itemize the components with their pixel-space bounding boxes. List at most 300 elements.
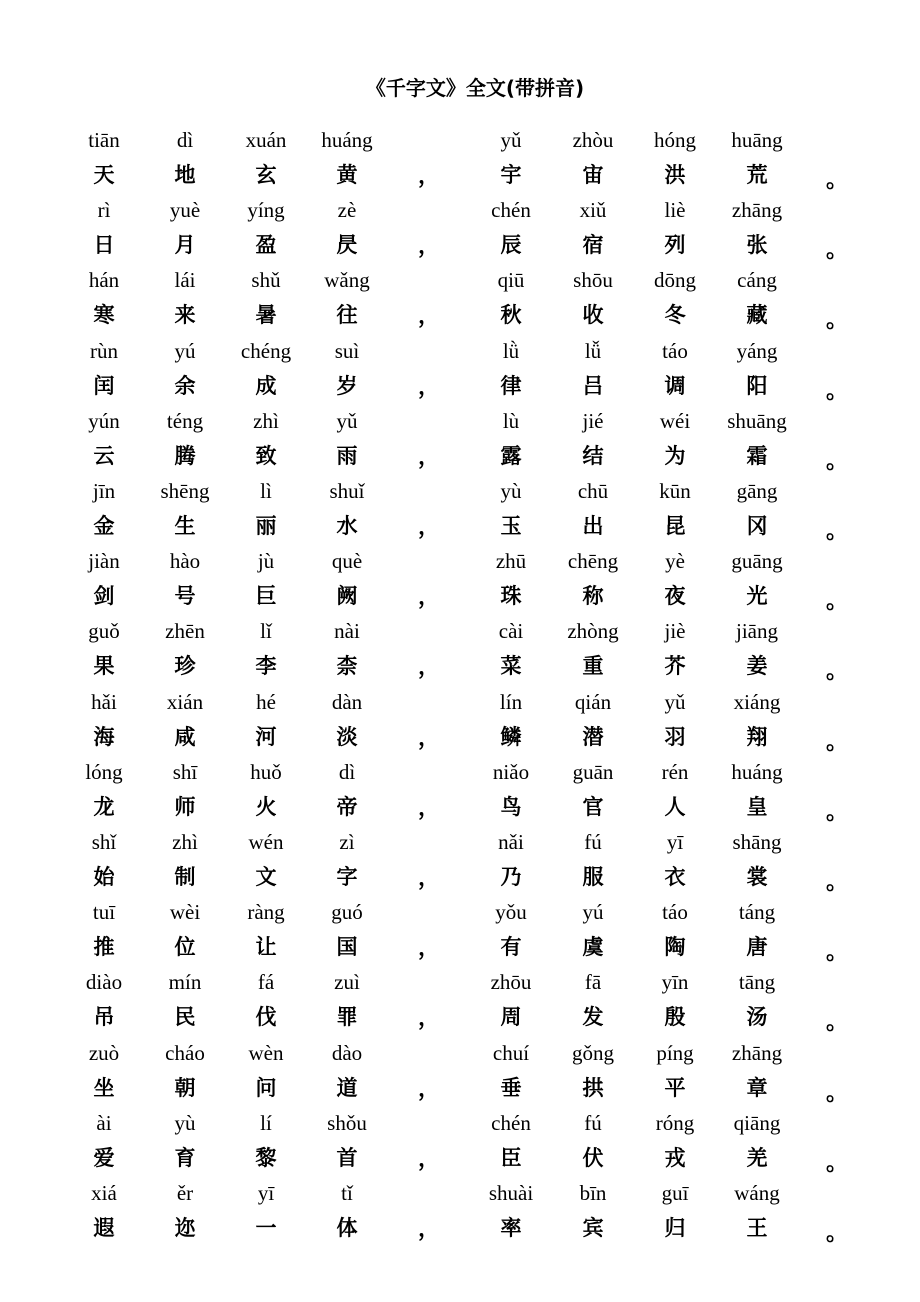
pinyin-syllable: lái (174, 268, 196, 293)
pinyin-syllable: lóng (85, 759, 123, 784)
pinyin-syllable: wèn (248, 1040, 284, 1065)
hanzi-character: 吊 (93, 1005, 115, 1030)
hanzi-character: 结 (582, 443, 604, 468)
comma-mark: ， (418, 234, 441, 260)
pinyin-syllable: fā (584, 970, 602, 995)
pinyin-syllable: fá (257, 970, 275, 995)
hanzi-character: 民 (174, 1005, 196, 1030)
pinyin-syllable: hào (169, 549, 201, 574)
pinyin-row (0, 1035, 920, 1071)
hanzi-character: 出 (582, 514, 604, 538)
pinyin-row (0, 403, 920, 439)
hanzi-row (0, 1070, 920, 1106)
hanzi-character: 霜 (746, 443, 768, 468)
pinyin-syllable: zuì (334, 970, 360, 995)
pinyin-syllable: ěr (176, 1181, 194, 1205)
hanzi-row (0, 719, 920, 755)
hanzi-character: 阳 (746, 373, 768, 398)
pinyin-syllable: jīn (92, 479, 116, 503)
pinyin-syllable: niǎo (492, 759, 530, 784)
pinyin-syllable: tiān (88, 128, 120, 152)
pinyin-syllable: zhòng (567, 619, 619, 644)
pinyin-syllable: guī (661, 1181, 689, 1205)
hanzi-character: 辰 (500, 233, 522, 258)
hanzi-character: 羌 (746, 1145, 768, 1170)
hanzi-character: 殷 (664, 1005, 686, 1030)
hanzi-character: 文 (255, 865, 277, 889)
hanzi-row (0, 789, 920, 825)
hanzi-character: 月 (174, 233, 196, 258)
hanzi-character: 羽 (664, 724, 686, 749)
pinyin-syllable: táo (662, 900, 688, 925)
pinyin-syllable: yù (500, 479, 522, 503)
pinyin-syllable: wén (248, 830, 284, 854)
comma-mark: ， (418, 1006, 441, 1032)
hanzi-character: 玄 (255, 163, 277, 187)
hanzi-character: 让 (255, 935, 277, 960)
hanzi-character: 位 (174, 935, 196, 960)
pinyin-syllable: shuāng (727, 408, 787, 433)
hanzi-character: 宙 (582, 163, 604, 187)
pinyin-syllable: rùn (90, 338, 118, 363)
hanzi-character: 珍 (174, 654, 196, 679)
hanzi-character: 律 (500, 373, 522, 398)
pinyin-row (0, 543, 920, 579)
pinyin-syllable: ràng (247, 900, 285, 925)
pinyin-syllable: nài (334, 619, 360, 644)
pinyin-syllable: wáng (734, 1181, 780, 1205)
pinyin-row (0, 1105, 920, 1141)
hanzi-character: 陶 (664, 935, 686, 960)
pinyin-syllable: diào (85, 970, 123, 995)
hanzi-character: 章 (746, 1075, 768, 1100)
pinyin-syllable: zhāng (731, 198, 783, 223)
hanzi-character: 道 (336, 1075, 358, 1100)
pinyin-syllable: chēng (567, 549, 619, 574)
pinyin-syllable: dào (331, 1040, 363, 1065)
pinyin-syllable: yǒu (495, 900, 527, 925)
hanzi-character: 李 (255, 654, 277, 679)
pinyin-syllable: yù (174, 1110, 196, 1135)
pinyin-syllable: chéng (240, 338, 292, 363)
hanzi-character: 伐 (255, 1005, 277, 1030)
period-mark: 。 (826, 448, 849, 474)
pinyin-syllable: jié (582, 408, 604, 433)
pinyin-row (0, 1175, 920, 1211)
comma-mark: ， (418, 374, 441, 400)
pinyin-syllable: shāng (732, 830, 782, 854)
hanzi-row (0, 297, 920, 333)
hanzi-character: 洪 (664, 163, 686, 187)
period-mark: 。 (826, 729, 849, 755)
pinyin-syllable: yǔ (500, 128, 522, 152)
hanzi-character: 寒 (93, 303, 115, 328)
pinyin-syllable: tǐ (341, 1181, 353, 1205)
pinyin-row (0, 684, 920, 720)
comma-mark: ， (418, 1146, 441, 1172)
comma-mark: ， (418, 585, 441, 611)
pinyin-syllable: shǔ (251, 268, 281, 293)
pinyin-syllable: fú (584, 830, 602, 854)
pinyin-syllable: zhì (253, 408, 279, 433)
hanzi-character: 始 (93, 865, 115, 889)
hanzi-row (0, 157, 920, 193)
pinyin-syllable: lǐ (260, 619, 272, 644)
hanzi-row (0, 227, 920, 263)
hanzi-character: 迩 (174, 1216, 196, 1240)
pinyin-syllable: nǎi (498, 830, 524, 854)
page-title: 《千字文》全文(带拼音) (365, 76, 585, 100)
pinyin-syllable: yīn (661, 970, 689, 995)
pinyin-syllable: róng (655, 1110, 695, 1135)
pinyin-syllable: qiū (497, 268, 525, 293)
pinyin-row (0, 333, 920, 369)
pinyin-row (0, 894, 920, 930)
pinyin-syllable: kūn (659, 479, 691, 503)
hanzi-character: 宿 (582, 233, 604, 258)
hanzi-character: 平 (664, 1075, 686, 1100)
hanzi-character: 巨 (255, 584, 277, 609)
pinyin-syllable: shēng (160, 479, 210, 503)
hanzi-character: 归 (664, 1216, 686, 1240)
pinyin-row (0, 473, 920, 509)
pinyin-syllable: cài (498, 619, 524, 644)
hanzi-character: 有 (500, 935, 522, 960)
pinyin-syllable: qiāng (733, 1110, 781, 1135)
comma-mark: ， (418, 515, 441, 540)
pinyin-syllable: dàn (331, 689, 363, 714)
pinyin-syllable: dì (338, 759, 356, 784)
pinyin-syllable: yǔ (664, 689, 686, 714)
hanzi-row (0, 1140, 920, 1176)
period-mark: 。 (826, 168, 849, 193)
pinyin-syllable: lǜ (502, 338, 520, 363)
pinyin-row (0, 192, 920, 228)
hanzi-character: 师 (174, 794, 196, 819)
hanzi-character: 乃 (500, 865, 522, 889)
hanzi-character: 黄 (336, 163, 358, 187)
pinyin-syllable: dōng (654, 268, 696, 293)
pinyin-syllable: chuí (492, 1040, 530, 1065)
hanzi-character: 问 (255, 1075, 277, 1100)
hanzi-character: 珠 (500, 584, 522, 609)
pinyin-syllable: téng (166, 408, 204, 433)
hanzi-character: 姜 (746, 654, 768, 679)
pinyin-syllable: zè (337, 198, 357, 223)
period-mark: 。 (826, 1221, 849, 1246)
pinyin-row (0, 824, 920, 860)
pinyin-syllable: wéi (659, 408, 691, 433)
comma-mark: ， (418, 655, 441, 681)
pinyin-syllable: chū (577, 479, 609, 503)
pinyin-syllable: ài (96, 1110, 112, 1135)
period-mark: 。 (826, 940, 849, 966)
period-mark: 。 (826, 519, 849, 544)
hanzi-character: 调 (664, 373, 686, 398)
hanzi-character: 罪 (336, 1005, 358, 1030)
hanzi-character: 皇 (746, 794, 768, 819)
hanzi-character: 育 (174, 1145, 196, 1170)
pinyin-syllable: què (331, 549, 363, 574)
hanzi-character: 戎 (664, 1145, 686, 1170)
pinyin-syllable: zì (339, 830, 355, 854)
comma-mark: ， (418, 866, 441, 891)
pinyin-syllable: zhēn (165, 619, 205, 644)
hanzi-character: 制 (174, 865, 196, 889)
hanzi-character: 汤 (746, 1005, 768, 1030)
comma-mark: ， (418, 936, 441, 962)
hanzi-character: 河 (255, 724, 277, 749)
hanzi-character: 阙 (336, 584, 358, 609)
hanzi-character: 人 (664, 794, 686, 819)
pinyin-syllable: suì (334, 338, 360, 363)
pinyin-syllable: fú (584, 1110, 602, 1135)
hanzi-character: 唐 (746, 935, 768, 960)
hanzi-row (0, 929, 920, 965)
hanzi-row (0, 438, 920, 474)
pinyin-syllable: cháo (165, 1040, 205, 1065)
hanzi-character: 臣 (500, 1145, 522, 1170)
pinyin-syllable: guāng (731, 549, 783, 574)
hanzi-character: 服 (582, 865, 604, 889)
hanzi-character: 帝 (336, 794, 358, 819)
hanzi-character: 往 (336, 303, 358, 328)
hanzi-character: 云 (93, 443, 115, 468)
hanzi-character: 藏 (746, 303, 768, 328)
pinyin-syllable: shǒu (327, 1110, 367, 1135)
hanzi-character: 国 (336, 935, 358, 960)
pinyin-syllable: zhì (172, 830, 198, 854)
hanzi-character: 成 (255, 373, 277, 398)
hanzi-character: 火 (255, 794, 277, 819)
pinyin-syllable: zhōu (490, 970, 532, 995)
hanzi-character: 坐 (93, 1075, 115, 1100)
hanzi-character: 周 (500, 1005, 522, 1030)
hanzi-character: 冬 (664, 303, 686, 328)
hanzi-character: 张 (746, 233, 768, 258)
hanzi-character: 号 (174, 584, 196, 609)
hanzi-character: 余 (174, 373, 196, 398)
hanzi-row (0, 1210, 920, 1246)
pinyin-syllable: bīn (579, 1181, 607, 1205)
period-mark: 。 (826, 238, 849, 264)
hanzi-character: 地 (174, 163, 196, 187)
hanzi-character: 芥 (664, 654, 686, 679)
pinyin-syllable: huáng (321, 128, 373, 152)
pinyin-syllable: píng (656, 1040, 694, 1065)
hanzi-character: 列 (664, 233, 686, 258)
pinyin-syllable: yún (88, 408, 120, 433)
hanzi-character: 果 (93, 654, 115, 679)
hanzi-character: 菜 (500, 654, 522, 679)
comma-mark: ， (418, 304, 441, 330)
hanzi-character: 丽 (255, 514, 277, 538)
pinyin-syllable: chén (491, 1110, 531, 1135)
hanzi-character: 发 (582, 1005, 604, 1030)
period-mark: 。 (826, 1150, 849, 1176)
hanzi-character: 推 (93, 935, 115, 960)
hanzi-character: 玉 (500, 514, 522, 538)
hanzi-character: 黎 (255, 1145, 277, 1170)
hanzi-character: 昆 (664, 514, 686, 538)
pinyin-syllable: xiá (91, 1181, 117, 1205)
pinyin-syllable: hán (88, 268, 120, 293)
hanzi-character: 腾 (174, 443, 196, 468)
pinyin-syllable: yī (666, 830, 684, 854)
hanzi-character: 岁 (336, 373, 358, 398)
period-mark: 。 (826, 1010, 849, 1036)
hanzi-character: 鳞 (500, 724, 522, 749)
pinyin-syllable: hé (256, 689, 276, 714)
hanzi-character: 称 (582, 584, 604, 609)
hanzi-character: 官 (582, 794, 604, 819)
pinyin-syllable: qián (574, 689, 612, 714)
hanzi-character: 字 (336, 865, 358, 889)
pinyin-syllable: yǔ (336, 408, 358, 433)
pinyin-syllable: liè (664, 198, 686, 223)
period-mark: 。 (826, 799, 849, 825)
hanzi-character: 夜 (664, 584, 686, 609)
pinyin-syllable: shuài (488, 1181, 534, 1205)
hanzi-character: 柰 (336, 654, 358, 679)
hanzi-character: 为 (664, 443, 686, 468)
pinyin-syllable: yī (257, 1181, 275, 1205)
period-mark: 。 (826, 1080, 849, 1106)
pinyin-syllable: gāng (736, 479, 778, 503)
pinyin-syllable: dì (176, 128, 194, 152)
hanzi-character: 致 (255, 443, 277, 468)
pinyin-syllable: lì (260, 479, 272, 503)
hanzi-character: 生 (174, 514, 196, 538)
hanzi-character: 盈 (255, 233, 277, 258)
hanzi-character: 一 (255, 1216, 277, 1240)
hanzi-character: 鸟 (500, 794, 522, 819)
pinyin-syllable: gǒng (572, 1040, 614, 1065)
pinyin-syllable: cáng (737, 268, 777, 293)
hanzi-character: 伏 (582, 1145, 604, 1170)
hanzi-row (0, 578, 920, 614)
hanzi-character: 淡 (336, 724, 358, 749)
pinyin-syllable: lín (499, 689, 523, 714)
pinyin-syllable: wèi (169, 900, 201, 925)
comma-mark: ， (418, 725, 441, 751)
comma-mark: ， (418, 795, 441, 821)
pinyin-syllable: mín (168, 970, 202, 995)
pinyin-syllable: hóng (654, 128, 696, 152)
pinyin-syllable: shī (172, 759, 198, 784)
hanzi-character: 潜 (582, 724, 604, 749)
period-mark: 。 (826, 870, 849, 895)
pinyin-syllable: lí (260, 1110, 272, 1135)
pinyin-syllable: shǐ (91, 830, 117, 854)
pinyin-row (0, 964, 920, 1000)
pinyin-syllable: chén (491, 198, 531, 223)
pinyin-syllable: táng (738, 900, 776, 925)
pinyin-syllable: shuǐ (329, 479, 365, 503)
pinyin-syllable: shōu (573, 268, 613, 293)
pinyin-syllable: yáng (736, 338, 778, 363)
hanzi-character: 海 (93, 724, 115, 749)
hanzi-character: 垂 (500, 1075, 522, 1100)
pinyin-syllable: huáng (731, 759, 783, 784)
pinyin-syllable: hǎi (91, 689, 117, 714)
hanzi-row (0, 368, 920, 404)
pinyin-syllable: zuò (88, 1040, 120, 1065)
hanzi-character: 虞 (582, 935, 604, 960)
hanzi-character: 遐 (93, 1216, 115, 1240)
pinyin-syllable: jiàn (88, 549, 120, 574)
hanzi-character: 光 (746, 584, 768, 609)
pinyin-syllable: lù (502, 408, 520, 433)
hanzi-character: 收 (582, 303, 604, 328)
pinyin-row (0, 754, 920, 790)
hanzi-character: 秋 (500, 303, 522, 328)
hanzi-character: 拱 (582, 1075, 604, 1100)
pinyin-syllable: yú (174, 338, 196, 363)
pinyin-syllable: huǒ (250, 759, 282, 784)
hanzi-character: 翔 (746, 724, 768, 749)
hanzi-row (0, 999, 920, 1035)
hanzi-character: 雨 (336, 443, 358, 468)
hanzi-character: 衣 (664, 865, 686, 889)
hanzi-character: 金 (93, 514, 115, 538)
hanzi-character: 率 (500, 1216, 522, 1240)
pinyin-syllable: jiāng (736, 619, 778, 644)
hanzi-character: 天 (93, 163, 115, 187)
pinyin-syllable: guān (572, 759, 614, 784)
hanzi-character: 体 (336, 1216, 358, 1240)
hanzi-character: 爱 (93, 1145, 115, 1170)
pinyin-syllable: rén (661, 759, 689, 784)
pinyin-syllable: lǚ (584, 338, 602, 363)
hanzi-character: 闰 (93, 373, 115, 398)
pinyin-syllable: zhū (495, 549, 527, 574)
pinyin-row (0, 122, 920, 158)
hanzi-character: 朝 (174, 1075, 196, 1100)
hanzi-character: 首 (336, 1145, 358, 1170)
pinyin-syllable: xiǔ (579, 198, 607, 223)
pinyin-syllable: yè (665, 549, 685, 574)
pinyin-syllable: rì (97, 198, 111, 223)
hanzi-character: 水 (336, 514, 358, 538)
hanzi-character: 吕 (582, 373, 604, 398)
hanzi-character: 裳 (746, 865, 768, 889)
hanzi-row (0, 508, 920, 544)
hanzi-character: 日 (93, 233, 115, 258)
pinyin-row (0, 613, 920, 649)
hanzi-character: 剑 (93, 584, 115, 609)
pinyin-syllable: yú (582, 900, 604, 925)
pinyin-syllable: huāng (731, 128, 783, 152)
pinyin-syllable: tuī (92, 900, 116, 925)
pinyin-syllable: wǎng (324, 268, 370, 293)
pinyin-syllable: yíng (247, 198, 285, 223)
comma-mark: ， (418, 164, 441, 189)
pinyin-syllable: guǒ (88, 619, 120, 644)
hanzi-character: 宾 (582, 1216, 604, 1240)
pinyin-syllable: zhòu (572, 128, 614, 152)
pinyin-syllable: zhāng (731, 1040, 783, 1065)
pinyin-syllable: táo (662, 338, 688, 363)
pinyin-row (0, 262, 920, 298)
hanzi-character: 暑 (255, 303, 277, 328)
hanzi-row (0, 648, 920, 684)
hanzi-character: 龙 (93, 794, 115, 819)
comma-mark: ， (418, 444, 441, 470)
hanzi-character: 露 (500, 443, 522, 468)
period-mark: 。 (826, 659, 849, 685)
comma-mark: ， (418, 1076, 441, 1102)
